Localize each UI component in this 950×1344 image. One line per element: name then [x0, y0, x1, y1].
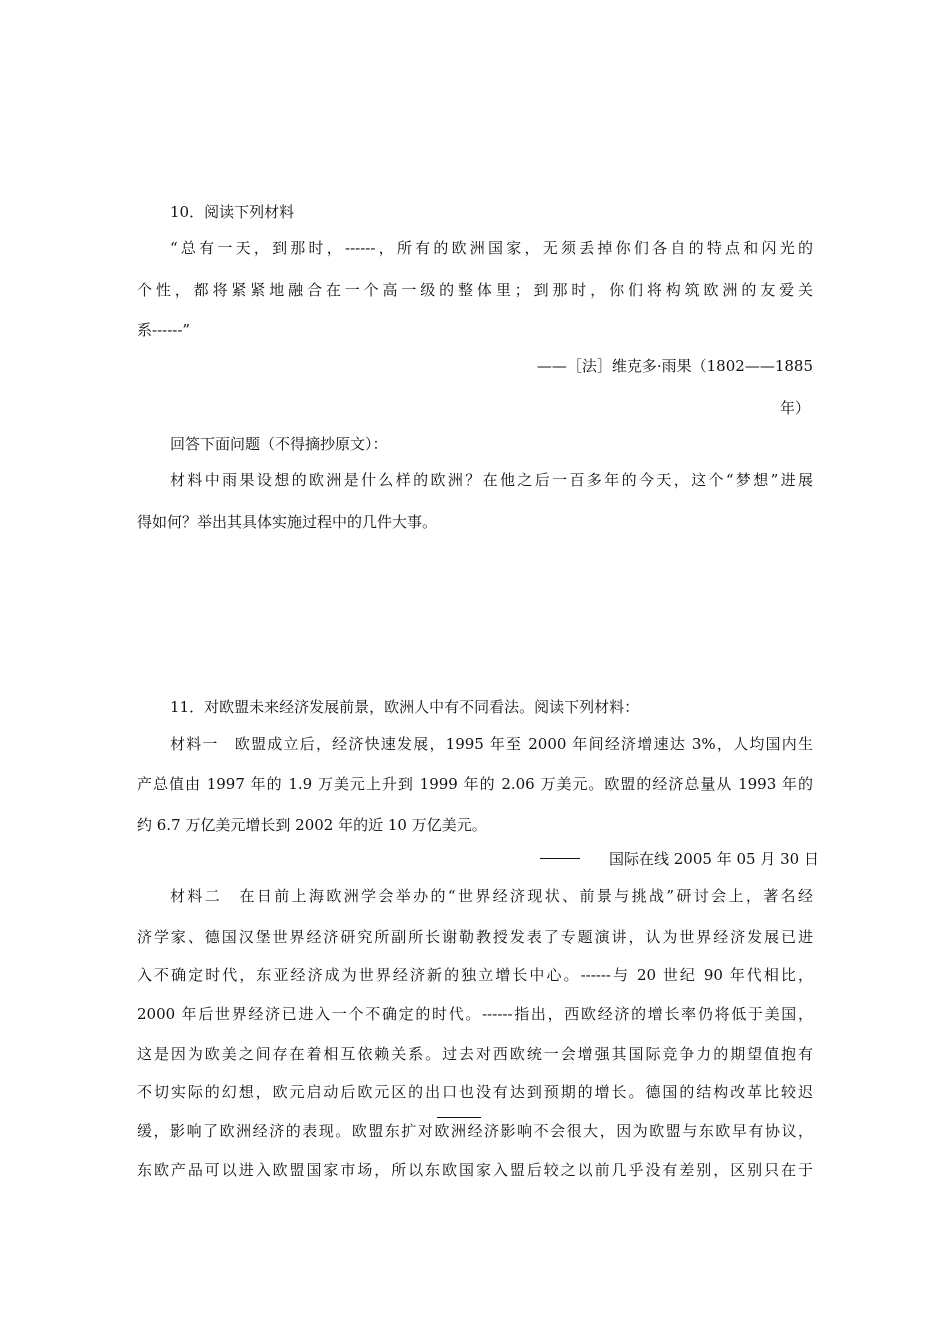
q11-material2-line-5: 这是因为欧美之间存在着相互依赖关系。过去对西欧统一会增强其国际竞争力的期望值抱有 — [137, 1045, 813, 1063]
q11-material2-line-3: 入不确定时代，东亚经济成为世界经济新的独立增长中心。------与 20 世纪 90 年代相比， — [137, 966, 813, 984]
q11-heading: 11．对欧盟未来经济发展前景，欧洲人中有不同看法。阅读下列材料： — [170, 698, 640, 716]
q11-material2-line-4: 2000 年后世界经济已进入一个不确定的时代。------指出，西欧经济的增长率仍将低于美国， — [137, 1005, 813, 1023]
q10-question-line-1: 材料中雨果设想的欧洲是什么样的欧洲？在他之后一百多年的今天，这个“梦想”进展 — [170, 471, 813, 489]
q11-material1-line-1: 材料一 欧盟成立后，经济快速发展，1995 年至 2000 年间经济增速达 3%，人均国内生 — [170, 735, 813, 753]
q10-quote-line-1: “总有一天，到那时，------，所有的欧洲国家，无须丢掉你们各自的特点和闪光的 — [170, 239, 813, 257]
q11-material2-line-7: 缓，影响了欧洲经济的表现。欧盟东扩对欧洲经济影响不会很大，因为欧盟与东欧早有协议， — [137, 1122, 813, 1140]
q11-material2-line-1: 材料二 在日前上海欧洲学会举办的“世界经济现状、前景与挑战”研讨会上，著名经 — [170, 887, 813, 905]
q10-quote-line-2: 个性，都将紧紧地融合在一个高一级的整体里；到那时，你们将构筑欧洲的友爱关 — [137, 281, 813, 299]
q10-quote-line-3: 系------” — [137, 321, 191, 339]
q11-material1-source: 国际在线 2005 年 05 月 30 日 — [609, 850, 819, 868]
q10-instruction: 回答下面问题（不得摘抄原文）： — [170, 435, 388, 453]
q11-material2-line-2: 济学家、德国汉堡世界经济研究所副所长谢勒教授发表了专题演讲，认为世界经济发展已进 — [137, 928, 813, 946]
q10-source-line-2: 年） — [780, 399, 811, 417]
q10-question-line-2: 得如何？举出其具体实施过程中的几件大事。 — [137, 513, 438, 531]
underline-mark — [437, 1117, 481, 1118]
q11-material1-line-3: 约 6.7 万亿美元增长到 2002 年的近 10 万亿美元。 — [137, 816, 487, 834]
q10-source-line-1: ——［法］维克多·雨果（1802——1885 — [536, 357, 813, 375]
q11-material2-line-8: 东欧产品可以进入欧盟国家市场，所以东欧国家入盟后较之以前几乎没有差别，区别只在于 — [137, 1161, 813, 1179]
q11-material2-line-6: 不切实际的幻想，欧元启动后欧元区的出口也没有达到预期的增长。德国的结构改革比较迟 — [137, 1083, 813, 1101]
source-dash — [540, 858, 580, 859]
q11-material1-line-2: 产总值由 1997 年的 1.9 万美元上升到 1999 年的 2.06 万美元。欧盟的经济总量从 1993 年的 — [137, 775, 813, 793]
q10-heading: 10．阅读下列材料 — [170, 203, 295, 221]
